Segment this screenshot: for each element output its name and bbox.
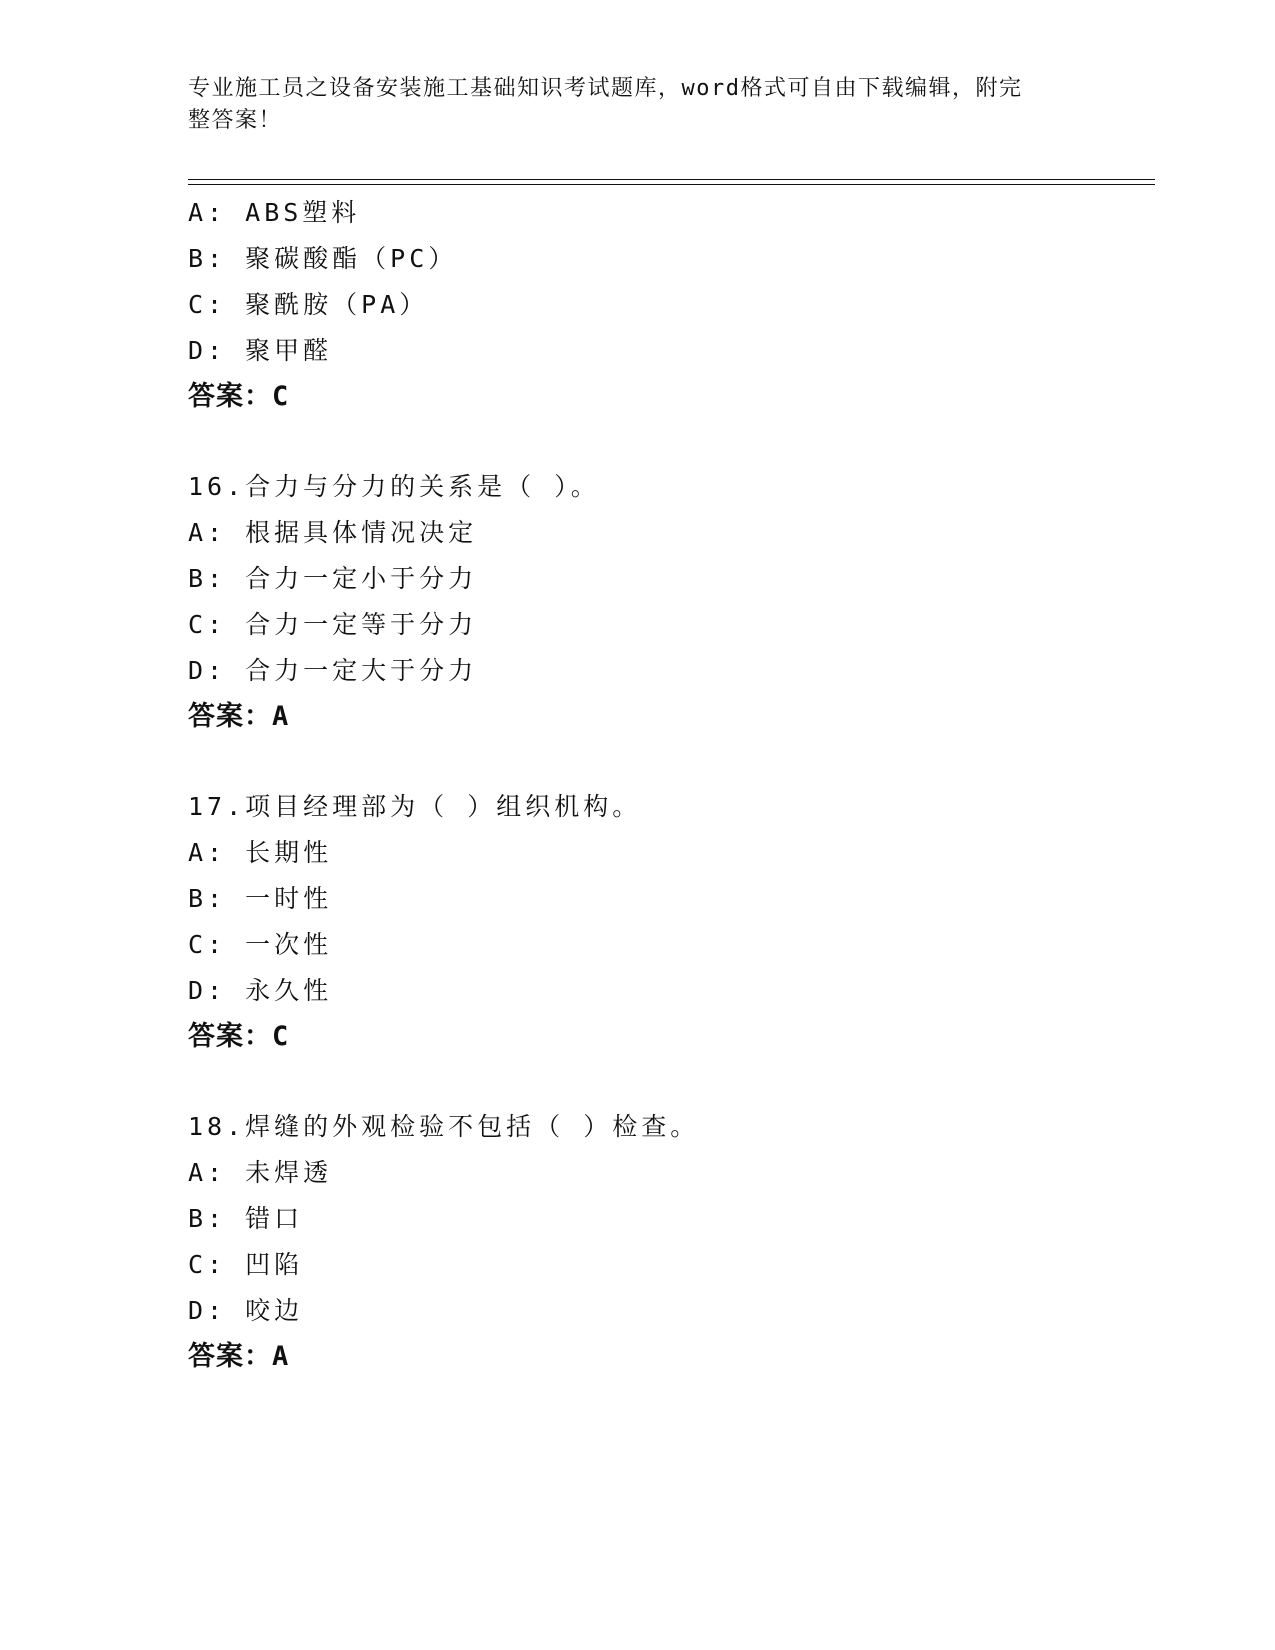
option-c: C: 凹陷 [188,1250,304,1279]
answer-line: 答案：C [188,1021,290,1052]
header-line-2: 整答案！ [188,108,283,133]
option-a: A: ABS塑料 [188,198,361,227]
option-c: C: 聚酰胺（PA） [188,290,429,319]
header-rule-bottom [188,184,1155,185]
option-b: B: 一时性 [188,884,333,913]
option-b: B: 合力一定小于分力 [188,564,478,593]
option-b: B: 聚碳酸酯（PC） [188,244,458,273]
option-d: D: 聚甲醛 [188,336,333,365]
option-d: D: 咬边 [188,1296,304,1325]
spacer [188,740,1148,784]
answer-line: 答案：C [188,381,290,412]
question-text: 16.合力与分力的关系是（ ）。 [188,472,600,501]
spacer [188,1060,1148,1104]
option-a: A: 未焊透 [188,1158,333,1187]
document-header [188,73,1068,137]
option-a: A: 根据具体情况决定 [188,518,478,547]
option-a: A: 长期性 [188,838,333,867]
answer-line: 答案：A [188,1341,290,1372]
option-c: C: 一次性 [188,930,333,959]
question-list [188,190,1148,1380]
question-text: 17.项目经理部为（ ）组织机构。 [188,792,642,821]
option-d: D: 合力一定大于分力 [188,656,478,685]
option-d: D: 永久性 [188,976,333,1005]
header-rule-top [188,179,1155,180]
question-block-15 [188,190,1148,420]
option-c: C: 合力一定等于分力 [188,610,478,639]
option-b: B: 错口 [188,1204,304,1233]
question-block-16 [188,464,1148,740]
answer-line: 答案：A [188,701,290,732]
question-block-17 [188,784,1148,1060]
question-text: 18.焊缝的外观检验不包括（ ）检查。 [188,1112,700,1141]
question-block-18 [188,1104,1148,1380]
spacer [188,420,1148,464]
header-line-1: 专业施工员之设备安装施工基础知识考试题库，word格式可自由下载编辑，附完 [188,76,1023,101]
